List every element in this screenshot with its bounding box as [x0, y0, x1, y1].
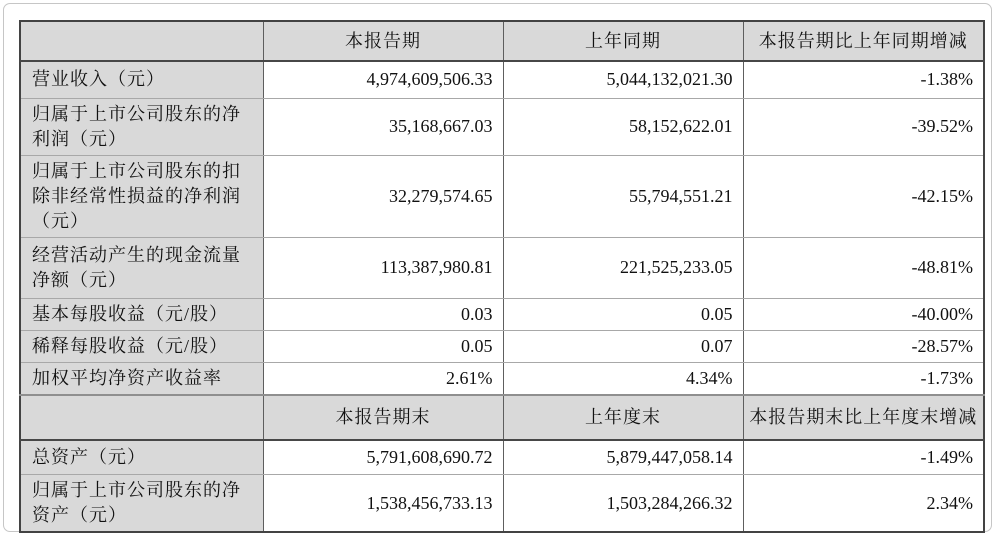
value-change: -1.73%	[743, 362, 984, 395]
column-header-change: 本报告期比上年同期增减	[743, 21, 984, 61]
table-row-net-profit	[20, 98, 984, 155]
value-change: -48.81%	[743, 237, 984, 298]
row-label: 基本每股收益（元/股）	[20, 298, 263, 330]
table-row-operating-revenue	[20, 61, 984, 98]
value-change: 2.34%	[743, 475, 984, 533]
section1-header-row	[20, 21, 984, 61]
row-label: 归属于上市公司股东的扣除非经常性损益的净利润（元）	[20, 155, 263, 237]
value-prior-period: 55,794,551.21	[503, 155, 743, 237]
table-row-diluted-eps	[20, 330, 984, 362]
table-row-operating-cash-flow	[20, 237, 984, 298]
row-label: 营业收入（元）	[20, 61, 263, 98]
value-current-period: 35,168,667.03	[263, 98, 503, 155]
value-current-period: 0.03	[263, 298, 503, 330]
value-change: -28.57%	[743, 330, 984, 362]
row-label: 经营活动产生的现金流量净额（元）	[20, 237, 263, 298]
corner-cell	[20, 395, 263, 440]
value-current-period: 1,538,456,733.13	[263, 475, 503, 533]
column-header-prior-period: 上年同期	[503, 21, 743, 61]
value-prior-period: 5,879,447,058.14	[503, 440, 743, 475]
value-current-period: 5,791,608,690.72	[263, 440, 503, 475]
column-header-end-of-prior-year: 上年度末	[503, 395, 743, 440]
row-label: 归属于上市公司股东的净利润（元）	[20, 98, 263, 155]
value-prior-period: 0.05	[503, 298, 743, 330]
value-current-period: 0.05	[263, 330, 503, 362]
row-label: 总资产（元）	[20, 440, 263, 475]
column-header-end-of-period: 本报告期末	[263, 395, 503, 440]
value-change: -39.52%	[743, 98, 984, 155]
value-current-period: 2.61%	[263, 362, 503, 395]
row-label: 稀释每股收益（元/股）	[20, 330, 263, 362]
value-prior-period: 5,044,132,021.30	[503, 61, 743, 98]
value-change: -1.38%	[743, 61, 984, 98]
value-prior-period: 221,525,233.05	[503, 237, 743, 298]
value-prior-period: 0.07	[503, 330, 743, 362]
value-prior-period: 58,152,622.01	[503, 98, 743, 155]
table-row-basic-eps	[20, 298, 984, 330]
value-current-period: 4,974,609,506.33	[263, 61, 503, 98]
value-current-period: 32,279,574.65	[263, 155, 503, 237]
table-row-total-assets	[20, 440, 984, 475]
value-change: -40.00%	[743, 298, 984, 330]
corner-cell	[20, 21, 263, 61]
value-prior-period: 1,503,284,266.32	[503, 475, 743, 533]
row-label: 归属于上市公司股东的净资产（元）	[20, 475, 263, 533]
value-current-period: 113,387,980.81	[263, 237, 503, 298]
column-header-current-period: 本报告期	[263, 21, 503, 61]
value-prior-period: 4.34%	[503, 362, 743, 395]
value-change: -42.15%	[743, 155, 984, 237]
section2-header-row	[20, 395, 984, 440]
table-row-net-profit-excl-nonrecurring	[20, 155, 984, 237]
row-label: 加权平均净资产收益率	[20, 362, 263, 395]
value-change: -1.49%	[743, 440, 984, 475]
table-row-net-assets	[20, 475, 984, 533]
financial-summary-table	[19, 20, 985, 533]
column-header-end-change: 本报告期末比上年度末增减	[743, 395, 984, 440]
table-row-weighted-avg-roe	[20, 362, 984, 395]
